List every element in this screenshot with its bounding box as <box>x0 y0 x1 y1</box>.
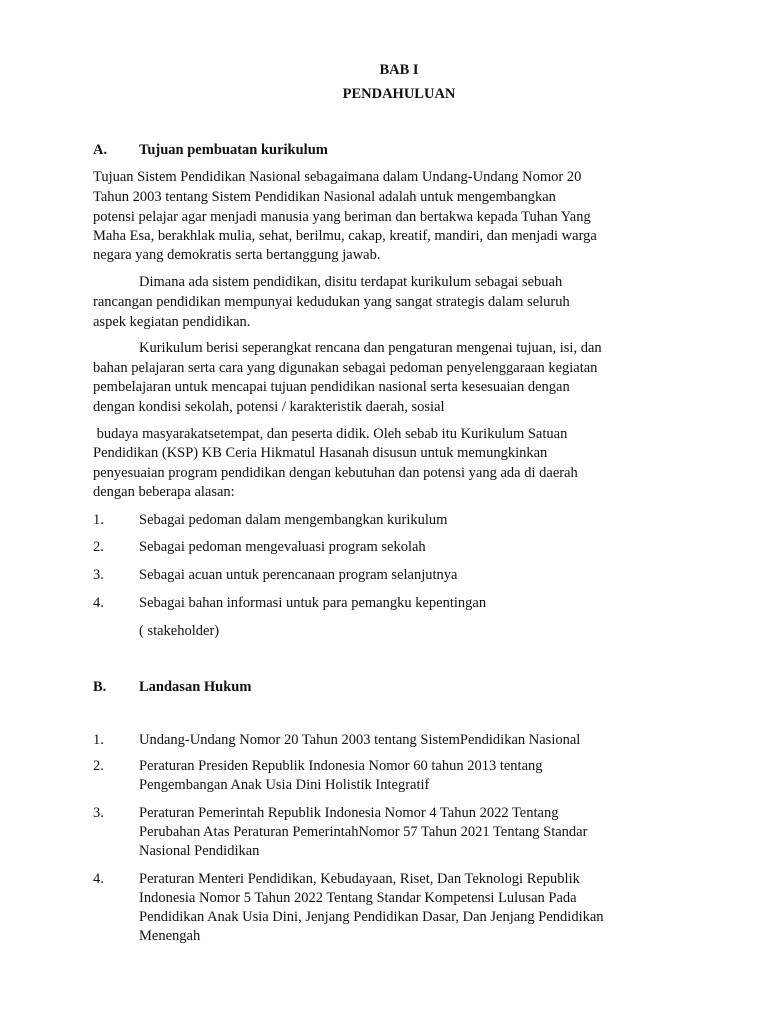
chapter-number: BAB I <box>379 62 419 78</box>
paragraph2-line: aspek kegiatan pendidikan. <box>93 314 251 330</box>
reason-item: Sebagai acuan untuk perencanaan program selanjutnya <box>139 567 458 583</box>
law-line: Menengah <box>139 928 201 944</box>
law-line: Nasional Pendidikan <box>139 843 260 859</box>
paragraph4-line: Pendidikan (KSP) KB Ceria Hikmatul Hasanah disusun untuk memungkinkan <box>93 445 548 461</box>
law-line: Pendidikan Anak Usia Dini, Jenjang Pendidikan Dasar, Dan Jenjang Pendidikan <box>139 909 604 925</box>
reason-number: 1. <box>93 512 104 528</box>
law-number: 2. <box>93 758 104 774</box>
reason-item: Sebagai bahan informasi untuk para pemangku kepentingan <box>139 595 487 611</box>
reason-number: 4. <box>93 595 104 611</box>
paragraph4-line: budaya masyarakatsetempat, dan peserta didik. Oleh sebab itu Kurikulum Satuan <box>93 426 568 442</box>
law-line: Undang-Undang Nomor 20 Tahun 2003 tentang SistemPendidikan Nasional <box>139 732 581 748</box>
law-line: Indonesia Nomor 5 Tahun 2022 Tentang Standar Kompetensi Lulusan Pada <box>139 890 577 906</box>
law-line: Peraturan Menteri Pendidikan, Kebudayaan, Riset, Dan Teknologi Republik <box>139 871 580 887</box>
paragraph3-line: bahan pelajaran serta cara yang digunakan sebagai pedoman penyelenggaraan kegiatan <box>93 360 598 376</box>
paragraph2-line: Dimana ada sistem pendidikan, disitu terdapat kurikulum sebagai sebuah <box>139 274 563 290</box>
paragraph2-line: rancangan pendidikan mempunyai kedudukan yang sangat strategis dalam seluruh <box>93 294 570 310</box>
paragraph1-line: Tahun 2003 tentang Sistem Pendidikan Nasional adalah untuk mengembangkan <box>93 189 556 205</box>
paragraph1-line: Tujuan Sistem Pendidikan Nasional sebagaimana dalam Undang-Undang Nomor 20 <box>93 169 582 185</box>
law-line: Perubahan Atas Peraturan PemerintahNomor 57 Tahun 2021 Tentang Standar <box>139 824 588 840</box>
law-number: 1. <box>93 732 104 748</box>
paragraph3-line: pembelajaran untuk mencapai tujuan pendidikan nasional serta kesesuaian dengan <box>93 379 570 395</box>
law-line: Pengembangan Anak Usia Dini Holistik Integratif <box>139 777 430 793</box>
law-line: Peraturan Pemerintah Republik Indonesia Nomor 4 Tahun 2022 Tentang <box>139 805 559 821</box>
paragraph4-line: dengan beberapa alasan: <box>93 484 235 500</box>
reason-continuation: ( stakeholder) <box>139 623 220 639</box>
paragraph4-line: penyesuaian program pendidikan dengan kebutuhan dan potensi yang ada di daerah <box>93 465 578 481</box>
paragraph3-line: Kurikulum berisi seperangkat rencana dan pengaturan mengenai tujuan, isi, dan <box>139 340 602 356</box>
reason-item: Sebagai pedoman dalam mengembangkan kurikulum <box>139 512 448 528</box>
reason-number: 3. <box>93 567 104 583</box>
section-b-title: Landasan Hukum <box>139 679 252 695</box>
section-a-title: Tujuan pembuatan kurikulum <box>139 142 328 158</box>
paragraph1-line: Maha Esa, berakhlak mulia, sehat, berilmu, cakap, kreatif, mandiri, dan menjadi warga <box>93 228 597 244</box>
law-line: Peraturan Presiden Republik Indonesia Nomor 60 tahun 2013 tentang <box>139 758 543 774</box>
section-a-label: A. <box>93 142 108 158</box>
chapter-title: PENDAHULUAN <box>342 86 456 102</box>
section-b-label: B. <box>93 679 107 695</box>
reason-item: Sebagai pedoman mengevaluasi program sekolah <box>139 539 426 555</box>
paragraph3-line: dengan kondisi sekolah, potensi / karakteristik daerah, sosial <box>93 399 445 415</box>
paragraph1-line: negara yang demokratis serta bertanggung jawab. <box>93 247 381 263</box>
reason-number: 2. <box>93 539 104 555</box>
law-number: 4. <box>93 871 104 887</box>
law-number: 3. <box>93 805 104 821</box>
paragraph1-line: potensi pelajar agar menjadi manusia yang beriman dan bertakwa kepada Tuhan Yang <box>93 209 591 225</box>
